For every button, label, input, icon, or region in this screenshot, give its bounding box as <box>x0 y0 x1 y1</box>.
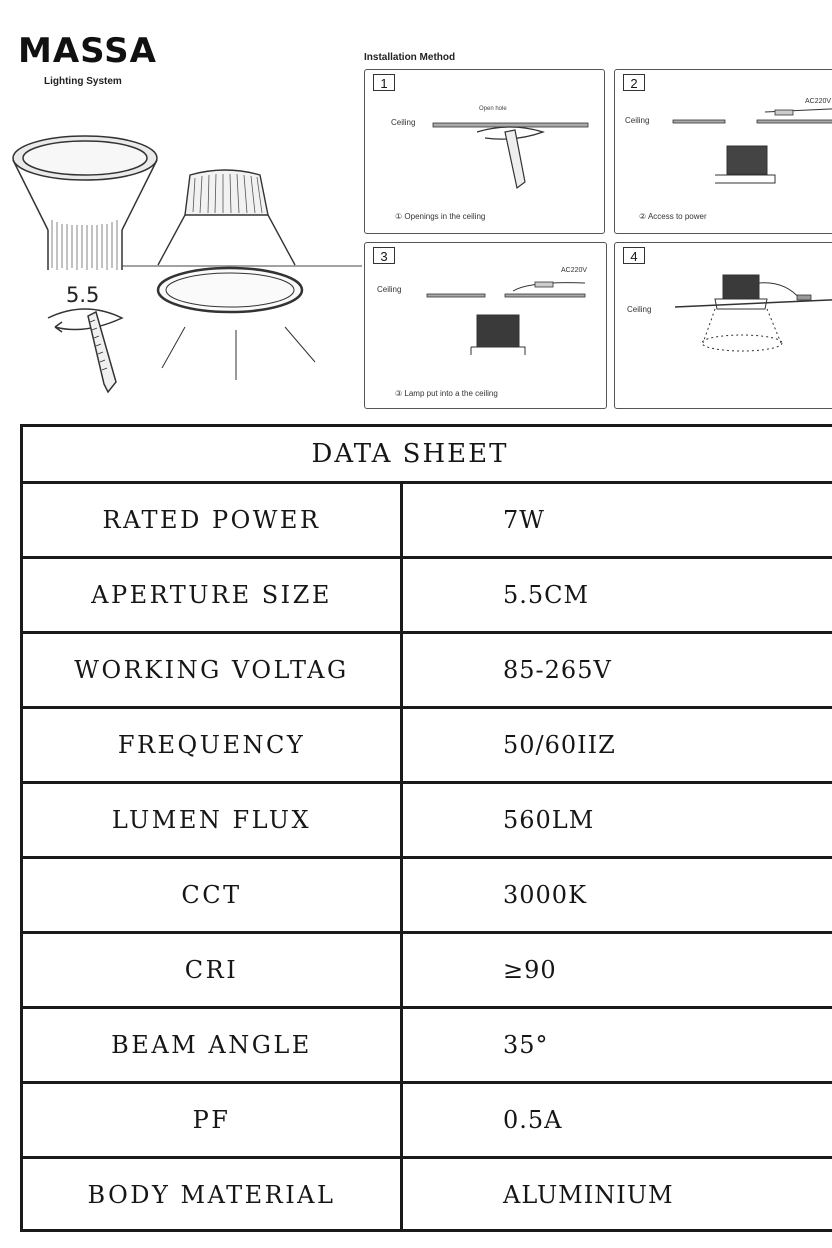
spec-label: CCT <box>23 859 403 931</box>
table-row <box>23 1084 832 1159</box>
downlight-angled-view <box>13 136 157 270</box>
table-row <box>23 1159 832 1231</box>
spec-label: LUMEN FLUX <box>23 784 403 856</box>
step-number: 4 <box>623 247 645 264</box>
ceiling-label: Ceiling <box>625 116 650 125</box>
rotation-arrow <box>48 309 122 332</box>
brand-logo <box>18 31 157 87</box>
table-row <box>23 859 832 934</box>
table-row <box>23 1009 832 1084</box>
step-3-drawing <box>365 243 607 409</box>
spec-label: FREQUENCY <box>23 709 403 781</box>
spec-label: BODY MATERIAL <box>23 1159 403 1231</box>
step-caption: ① Openings in the ceiling <box>395 212 486 221</box>
spec-label: CRI <box>23 934 403 1006</box>
downlight-side-view <box>122 170 362 380</box>
brand-subtitle: Lighting System <box>44 76 122 87</box>
install-step-3 <box>364 242 607 409</box>
ceiling-label: Ceiling <box>627 305 652 314</box>
dimension-label: 5.5 <box>66 283 100 307</box>
table-row <box>23 709 832 784</box>
spec-value: 35° <box>503 1031 549 1059</box>
table-row <box>23 559 832 634</box>
step-1-drawing <box>365 70 605 234</box>
ac-voltage-label: AC220V <box>805 98 832 105</box>
spec-value: 7W <box>503 506 545 534</box>
spec-value: ≥90 <box>503 956 557 984</box>
table-row <box>23 634 832 709</box>
spec-label: WORKING VOLTAG <box>23 634 403 706</box>
spec-value: 5.5CM <box>503 581 590 609</box>
ac-voltage-label: AC220V <box>561 267 588 274</box>
step-number: 3 <box>373 247 395 264</box>
step-4-drawing <box>615 243 832 409</box>
data-sheet-title: DATA SHEET <box>23 427 832 484</box>
table-row <box>23 484 832 559</box>
step-caption: ② Access to power <box>639 212 707 221</box>
install-step-1 <box>364 69 605 234</box>
data-sheet-table <box>20 424 832 1232</box>
installation-title: Installation Method <box>364 52 456 63</box>
spec-value: 0.5A <box>503 1106 563 1134</box>
spec-label: BEAM ANGLE <box>23 1009 403 1081</box>
ceiling-label: Ceiling <box>377 285 402 294</box>
spec-value: 560LM <box>503 806 595 834</box>
step-2-drawing <box>615 70 832 234</box>
spec-label: RATED POWER <box>23 484 403 556</box>
spec-value: 3000K <box>503 881 588 909</box>
table-row <box>23 784 832 859</box>
spec-value: ALUMINIUM <box>503 1181 674 1209</box>
install-step-2 <box>614 69 832 234</box>
install-step-4 <box>614 242 832 409</box>
step-number: 1 <box>373 74 395 91</box>
spec-value: 85-265V <box>503 656 612 684</box>
table-row <box>23 934 832 1009</box>
brand-name: MASSA <box>18 31 157 71</box>
step-number: 2 <box>623 74 645 91</box>
spec-value: 50/60IIZ <box>503 731 616 759</box>
spec-label: APERTURE SIZE <box>23 559 403 631</box>
spec-label: PF <box>23 1084 403 1156</box>
downlight-illustration <box>0 120 362 410</box>
ceiling-label: Ceiling <box>391 118 416 127</box>
step-caption: ③ Lamp put into a the ceiling <box>395 389 498 398</box>
hole-label: Open hole <box>479 106 507 112</box>
saw-tool <box>88 312 116 392</box>
